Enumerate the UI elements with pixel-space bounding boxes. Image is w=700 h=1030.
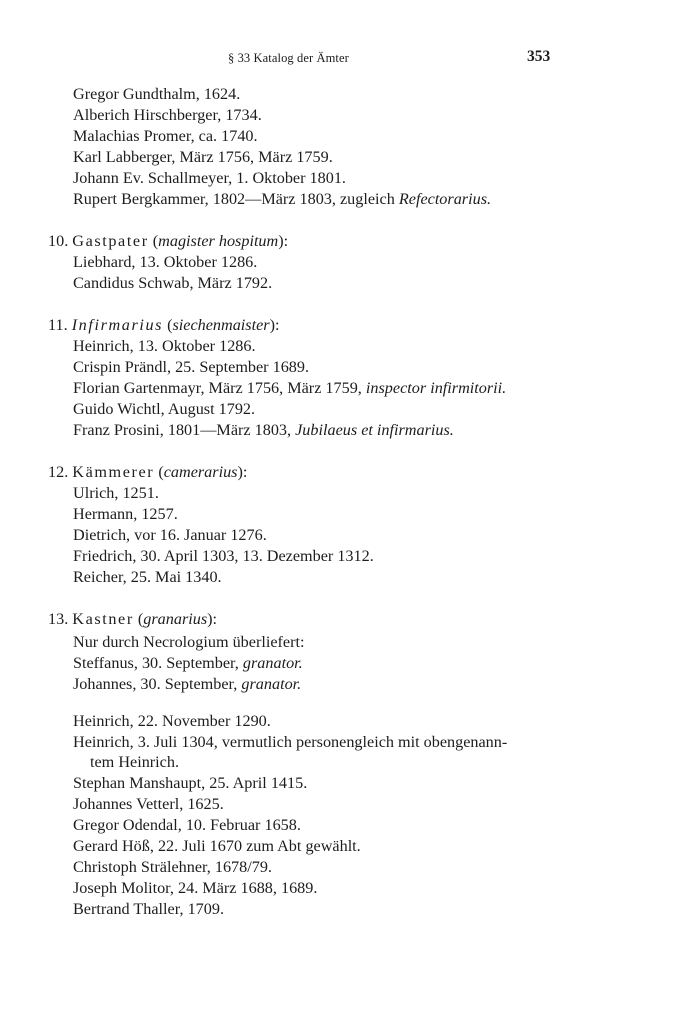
paren-open: ( <box>133 610 144 628</box>
entry-line: Reicher, 25. Mai 1340. <box>73 568 222 586</box>
entry-line: Malachias Promer, ca. 1740. <box>73 127 258 145</box>
entry-line: Hermann, 1257. <box>73 505 178 523</box>
entry-latin: granator. <box>241 675 302 693</box>
section-title: Infirmarius <box>71 316 164 334</box>
section-heading-12 <box>48 462 247 482</box>
entry-line: Joseph Molitor, 24. März 1688, 1689. <box>73 879 318 897</box>
entry-line: Ulrich, 1251. <box>73 484 159 502</box>
entry-line: Candidus Schwab, März 1792. <box>73 274 273 292</box>
entry-line <box>73 378 506 398</box>
entry-line: Heinrich, 22. November 1290. <box>73 712 271 730</box>
paren-close: ): <box>278 232 289 250</box>
section-heading-10 <box>48 231 288 251</box>
section-heading-13 <box>48 609 217 629</box>
entry-line: Guido Wichtl, August 1792. <box>73 400 256 418</box>
section-latin: siechenmaister <box>172 316 270 334</box>
section-number: 11. <box>48 316 68 334</box>
entry-line <box>73 189 491 209</box>
entry-latin: Jubilaeus et infirmarius. <box>295 421 454 439</box>
paren-close: ): <box>237 463 248 481</box>
entry-line: Johann Ev. Schallmeyer, 1. Oktober 1801. <box>73 169 346 187</box>
entry-line: Karl Labberger, März 1756, März 1759. <box>73 148 333 166</box>
entry-line <box>73 420 454 440</box>
entry-line: Johannes Vetterl, 1625. <box>73 795 224 813</box>
entry-line: Heinrich, 13. Oktober 1286. <box>73 337 256 355</box>
entry-line: Christoph Strälehner, 1678/79. <box>73 858 272 876</box>
page-number: 353 <box>527 48 551 65</box>
section-title: Kämmerer <box>72 463 155 481</box>
entry-line: Bertrand Thaller, 1709. <box>73 900 224 918</box>
paren-close: ): <box>269 316 280 334</box>
section-number: 13. <box>48 610 69 628</box>
section-title: Gastpater <box>72 232 149 250</box>
paren-close: ): <box>207 610 218 628</box>
entry-latin: granator. <box>242 654 303 672</box>
section-title: Kastner <box>72 610 134 628</box>
entry-line: Friedrich, 30. April 1303, 13. Dezember 1312. <box>73 547 374 565</box>
entry-line: Heinrich, 3. Juli 1304, vermutlich personengleich mit obengenann- <box>73 733 508 751</box>
section-number: 10. <box>48 232 69 250</box>
paren-open: ( <box>154 463 164 481</box>
entry-line: Nur durch Necrologium überliefert: <box>73 633 305 651</box>
section-latin: magister hospitum <box>158 232 279 250</box>
entry-line: Liebhard, 13. Oktober 1286. <box>73 253 258 271</box>
paren-open: ( <box>148 232 159 250</box>
entry-text: Steffanus, 30. September, <box>73 654 243 672</box>
entry-line: Crispin Prändl, 25. September 1689. <box>73 358 310 376</box>
section-number: 12. <box>48 463 69 481</box>
entry-line: Dietrich, vor 16. Januar 1276. <box>73 526 267 544</box>
entry-line: Gregor Odendal, 10. Februar 1658. <box>73 816 301 834</box>
entry-line: Stephan Manshaupt, 25. April 1415. <box>73 774 308 792</box>
entry-latin: Refectorarius. <box>398 190 492 208</box>
entry-line <box>73 674 301 694</box>
entry-text: Florian Gartenmayr, März 1756, März 1759, <box>73 379 366 397</box>
entry-text: Rupert Bergkammer, 1802—März 1803, zugleich <box>73 190 399 208</box>
entry-line: Gerard Höß, 22. Juli 1670 zum Abt gewählt. <box>73 837 361 855</box>
section-latin: camerarius <box>163 463 238 481</box>
entry-text: Franz Prosini, 1801—März 1803, <box>73 421 296 439</box>
section-heading-11 <box>48 315 279 335</box>
entry-text: Johannes, 30. September, <box>73 675 242 693</box>
page-header <box>0 48 700 68</box>
entry-latin: inspector infirmitorii. <box>365 379 507 397</box>
section-latin: granarius <box>143 610 208 628</box>
paren-open: ( <box>163 316 173 334</box>
entry-line-continuation: tem Heinrich. <box>90 753 179 771</box>
running-head: § 33 Katalog der Ämter <box>228 51 349 65</box>
entry-line: Gregor Gundthalm, 1624. <box>73 85 241 103</box>
entry-line <box>73 653 303 673</box>
entry-line: Alberich Hirschberger, 1734. <box>73 106 262 124</box>
